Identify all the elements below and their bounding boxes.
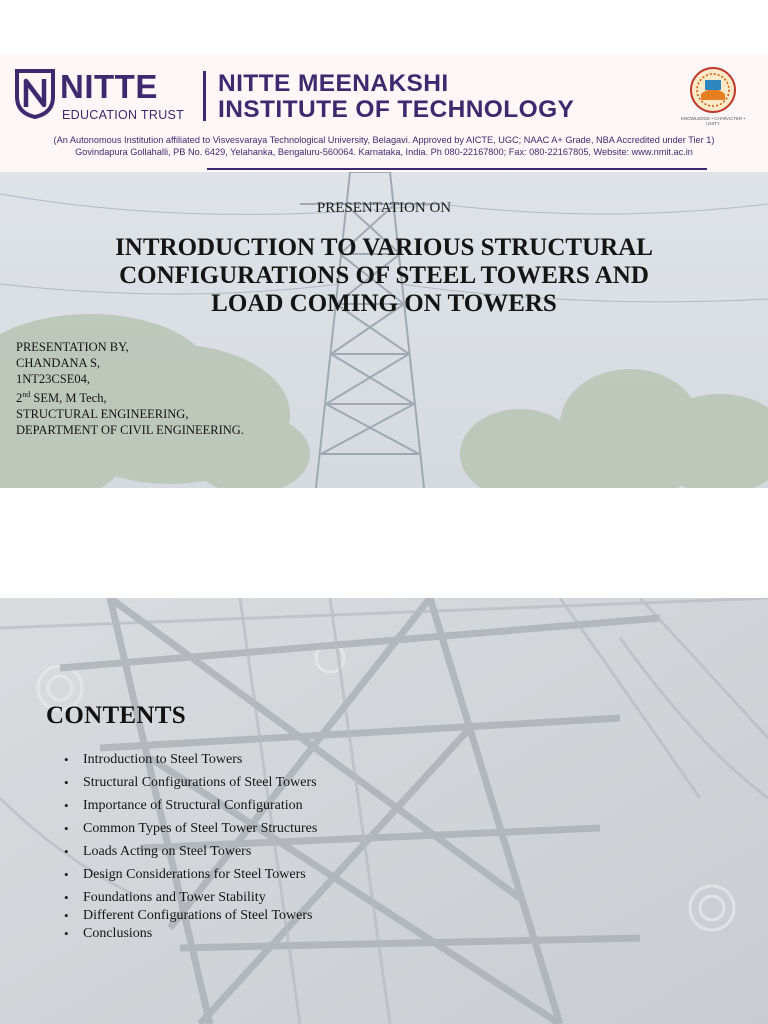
title-line1: INTRODUCTION TO VARIOUS STRUCTURAL: [115, 234, 653, 261]
header-rule: [207, 168, 707, 170]
logo-wordmark: NITTE: [60, 68, 158, 105]
contents-item: • Loads Acting on Steel Towers: [64, 844, 317, 860]
institute-name-line1: NITTE MEENAKSHI: [218, 70, 449, 97]
presenter-details: [16, 339, 244, 438]
contents-slide: [0, 598, 768, 1024]
contents-item: • Importance of Structural Configuration: [64, 798, 317, 814]
logo-divider: [203, 71, 206, 121]
presenter-department: DEPARTMENT OF CIVIL ENGINEERING.: [16, 423, 244, 438]
contents-item: • Design Considerations for Steel Towers: [64, 867, 317, 883]
presenter-name: CHANDANA S,: [16, 356, 101, 370]
institute-header: [0, 54, 768, 172]
emblem-tagline: KNOWLEDGE • CHARACTER • UNITY: [680, 116, 746, 126]
contents-item: • Introduction to Steel Towers: [64, 752, 317, 768]
affiliation-line2: Govindapura Gollahalli, PB No. 6429, Yelahanka, Bengaluru-560064. Karnataka, India. Ph 080-22167800; Fax: 080-22167805, Website: www.nmit.ac.in: [75, 147, 693, 157]
presenter-semester: [16, 387, 244, 406]
presentation-on-label: PRESENTATION ON: [316, 200, 452, 216]
institute-emblem-icon: [683, 66, 743, 116]
logo-subtitle: EDUCATION TRUST: [62, 108, 185, 122]
affiliation-line1: (An Autonomous Institution affiliated to Visvesvaraya Technological University, Belagavi. Approved by AICTE, UGC; NAAC A+ Grade, NBA Accredited under Tier 1): [53, 135, 715, 145]
title-line2: CONFIGURATIONS OF STEEL TOWERS AND: [119, 262, 649, 289]
presenter-specialization: STRUCTURAL ENGINEERING,: [16, 407, 189, 422]
semester-number: 2: [16, 391, 23, 406]
presenter-usn: 1NT23CSE04,: [16, 372, 90, 386]
semester-suffix: nd: [22, 390, 31, 399]
presented-by-label: PRESENTATION BY,: [16, 340, 129, 354]
title-line3: LOAD COMING ON TOWERS: [211, 290, 557, 317]
contents-item: • Structural Configurations of Steel Towers: [64, 775, 317, 791]
semester-rest: SEM, M Tech,: [30, 391, 107, 406]
contents-heading: CONTENTS: [46, 702, 186, 729]
contents-item: • Common Types of Steel Tower Structures: [64, 821, 317, 837]
contents-item: • Different Configurations of Steel Towers: [64, 908, 317, 924]
institute-name-line2: INSTITUTE OF TECHNOLOGY: [218, 96, 575, 123]
contents-item: • Conclusions: [64, 926, 317, 942]
affiliation-text: [0, 134, 768, 158]
title-slide: [0, 54, 768, 488]
nitte-n-logo-icon: [14, 67, 56, 119]
contents-list: [64, 752, 317, 942]
contents-item: • Foundations and Tower Stability: [64, 890, 317, 906]
presentation-title: [30, 234, 738, 318]
institute-name: [218, 71, 574, 123]
